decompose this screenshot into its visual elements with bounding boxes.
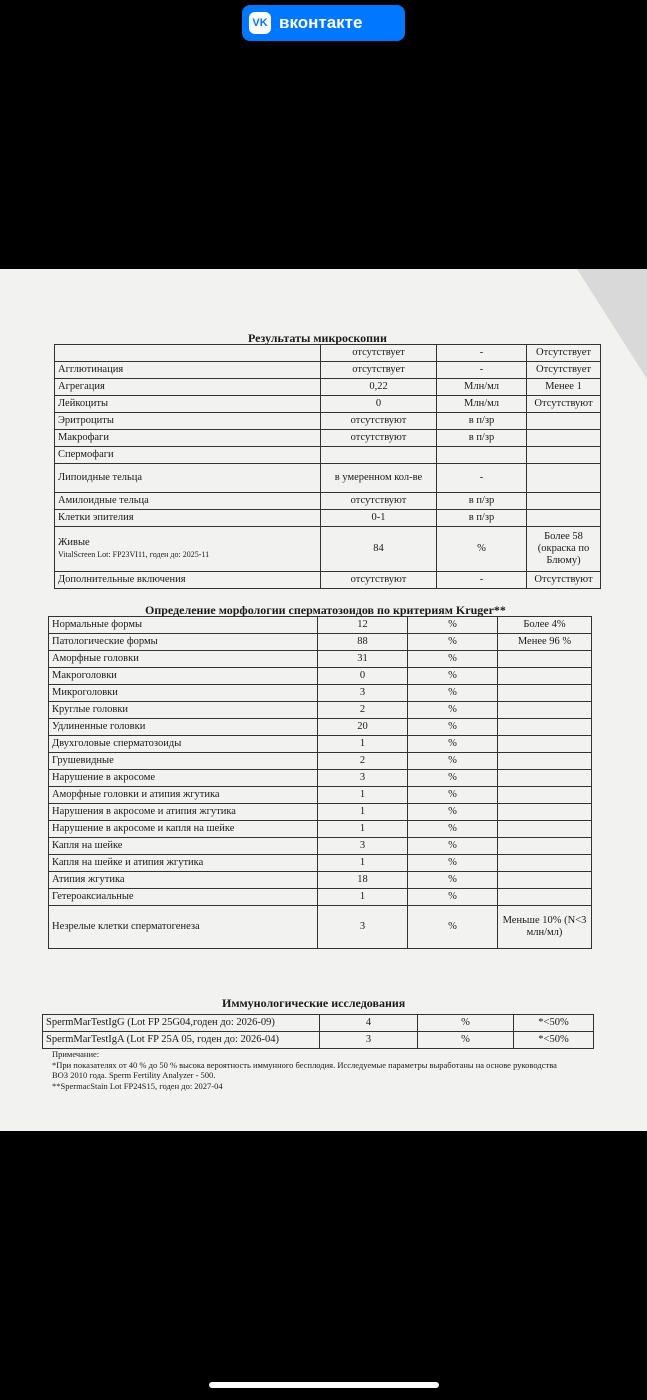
- row-reference: Меньше 10% (N<3 млн/мл): [498, 906, 592, 949]
- row-reference: [498, 804, 592, 821]
- table-row: [49, 804, 592, 821]
- row-unit: %: [408, 872, 498, 889]
- row-reference: [498, 855, 592, 872]
- notes: [52, 1049, 572, 1091]
- row-reference: [527, 464, 601, 493]
- row-reference: [498, 736, 592, 753]
- row-label: Гетероаксиальные: [49, 889, 318, 906]
- kruger-table: [48, 616, 592, 949]
- table-row: [55, 493, 601, 510]
- row-value: 88: [318, 634, 408, 651]
- row-unit: %: [408, 702, 498, 719]
- row-unit: %: [408, 787, 498, 804]
- row-value: 0-1: [321, 510, 437, 527]
- row-reference: [527, 430, 601, 447]
- row-value: 0: [321, 396, 437, 413]
- row-label: Клетки эпителия: [55, 510, 321, 527]
- row-label: Лейкоциты: [55, 396, 321, 413]
- row-label: Нарушение в акросоме и капля на шейке: [49, 821, 318, 838]
- row-label: Липоидные тельца: [55, 464, 321, 493]
- row-label: Нормальные формы: [49, 617, 318, 634]
- row-reference: Менее 1: [527, 379, 601, 396]
- table-row: [49, 617, 592, 634]
- row-label: Агглютинация: [55, 362, 321, 379]
- row-value: 3: [318, 685, 408, 702]
- row-value: 12: [318, 617, 408, 634]
- row-value: 3: [318, 906, 408, 949]
- row-reference: [498, 753, 592, 770]
- row-unit: %: [408, 855, 498, 872]
- row-value: 2: [318, 753, 408, 770]
- table-row: [49, 634, 592, 651]
- row-value: 1: [318, 855, 408, 872]
- row-unit: [437, 447, 527, 464]
- table-row: [55, 430, 601, 447]
- row-value: 3: [320, 1032, 418, 1049]
- row-label: Дополнительные включения: [55, 572, 321, 589]
- row-label: Нарушение в акросоме: [49, 770, 318, 787]
- row-value: 84: [321, 527, 437, 572]
- row-unit: %: [408, 634, 498, 651]
- row-value: 1: [318, 736, 408, 753]
- row-label: Макрофаги: [55, 430, 321, 447]
- table-row: [43, 1032, 594, 1049]
- row-value: 1: [318, 889, 408, 906]
- row-label: SpermMarTestIgA (Lot FP 25A 05, годен до: 2026-04): [43, 1032, 320, 1049]
- row-reference: [498, 702, 592, 719]
- row-value: 1: [318, 821, 408, 838]
- row-label: Аморфные головки и атипия жгутика: [49, 787, 318, 804]
- notes-heading: Примечание:: [52, 1049, 100, 1059]
- notes-line-1: *При показателях от 40 % до 50 % высока вероятность иммунного бесплодия. Исследуемые параметры выработаны на основе руководства ВОЗ 2010 года. Sperm Fertility Analyzer - 500.: [52, 1059, 557, 1080]
- row-unit: %: [408, 736, 498, 753]
- row-reference: [498, 770, 592, 787]
- row-value: отсутствуют: [321, 572, 437, 589]
- table-row: [55, 572, 601, 589]
- row-unit: %: [408, 753, 498, 770]
- row-unit: %: [408, 617, 498, 634]
- table-row: [55, 345, 601, 362]
- row-reference: Отсутствует: [527, 345, 601, 362]
- row-reference: [527, 413, 601, 430]
- table-row: [55, 527, 601, 572]
- row-value: в умеренном кол-ве: [321, 464, 437, 493]
- table-row: [49, 855, 592, 872]
- table-row: [55, 413, 601, 430]
- row-reference: [498, 821, 592, 838]
- row-label: Эритроциты: [55, 413, 321, 430]
- row-unit: %: [408, 906, 498, 949]
- row-label: Грушевидные: [49, 753, 318, 770]
- table-row: [49, 770, 592, 787]
- row-reference: Отсутствуют: [527, 572, 601, 589]
- row-unit: Млн/мл: [437, 396, 527, 413]
- row-value: отсутствует: [321, 345, 437, 362]
- row-value: 31: [318, 651, 408, 668]
- notes-line-2: **SpermacStain Lot FP24S15, годен до: 2027-04: [52, 1080, 223, 1091]
- row-label: Макроголовки: [49, 668, 318, 685]
- immuno-table: [42, 1014, 594, 1049]
- table-row: [49, 753, 592, 770]
- row-reference: *<50%: [514, 1015, 594, 1032]
- row-label: Патологические формы: [49, 634, 318, 651]
- row-reference: [498, 872, 592, 889]
- row-label: Аморфные головки: [49, 651, 318, 668]
- row-reference: [498, 719, 592, 736]
- row-label: Удлиненные головки: [49, 719, 318, 736]
- row-label: Амилоидные тельца: [55, 493, 321, 510]
- row-label: Нарушения в акросоме и атипия жгутика: [49, 804, 318, 821]
- row-reference: [527, 493, 601, 510]
- vk-logo-icon: VK: [249, 12, 271, 34]
- table-row: [55, 464, 601, 493]
- row-unit: %: [408, 651, 498, 668]
- table-row: [49, 685, 592, 702]
- row-unit: %: [408, 889, 498, 906]
- row-reference: Отсутствует: [527, 362, 601, 379]
- row-label: Незрелые клетки сперматогенеза: [49, 906, 318, 949]
- row-label: Двухголовые сперматозоиды: [49, 736, 318, 753]
- row-label: Атипия жгутика: [49, 872, 318, 889]
- row-label: Живые VitalScreen Lot: FP23VI11, годен до: 2025-11: [55, 527, 321, 572]
- row-label: Круглые головки: [49, 702, 318, 719]
- lab-report-photo: [0, 269, 647, 1131]
- table-row: [49, 872, 592, 889]
- row-reference: Более 4%: [498, 617, 592, 634]
- row-value: 1: [318, 804, 408, 821]
- row-reference: [498, 787, 592, 804]
- table-row: [49, 889, 592, 906]
- kruger-title: Определение морфологии сперматозоидов по критериям Kruger**: [145, 603, 506, 617]
- table-row: [55, 447, 601, 464]
- table-row: [55, 396, 601, 413]
- vk-app-badge: [242, 5, 405, 41]
- table-row: [55, 510, 601, 527]
- row-reference: [498, 685, 592, 702]
- live-stain-note: VitalScreen Lot: FP23VI11, годен до: 2025-11: [58, 550, 210, 559]
- row-unit: %: [437, 527, 527, 572]
- row-unit: в п/зр: [437, 493, 527, 510]
- row-value: 18: [318, 872, 408, 889]
- table-row: [55, 362, 601, 379]
- row-unit: %: [408, 685, 498, 702]
- row-value: 3: [318, 770, 408, 787]
- row-value: 20: [318, 719, 408, 736]
- row-value: отсутствуют: [321, 430, 437, 447]
- row-label: Микроголовки: [49, 685, 318, 702]
- row-unit: Млн/мл: [437, 379, 527, 396]
- row-value: 3: [318, 838, 408, 855]
- row-unit: %: [408, 821, 498, 838]
- row-reference: [498, 838, 592, 855]
- row-unit: %: [418, 1032, 514, 1049]
- row-label: Капля на шейке: [49, 838, 318, 855]
- table-row: [49, 719, 592, 736]
- vk-badge-label: вконтакте: [279, 13, 363, 32]
- row-unit: %: [408, 770, 498, 787]
- table-row: [49, 668, 592, 685]
- microscopy-table: [54, 344, 601, 589]
- row-unit: -: [437, 464, 527, 493]
- row-value: 0,22: [321, 379, 437, 396]
- row-value: 4: [320, 1015, 418, 1032]
- row-value: отсутствует: [321, 362, 437, 379]
- home-indicator[interactable]: [209, 1382, 439, 1388]
- immuno-title: Иммунологические исследования: [222, 996, 406, 1010]
- row-unit: в п/зр: [437, 413, 527, 430]
- row-unit: %: [408, 838, 498, 855]
- row-unit: -: [437, 572, 527, 589]
- row-reference: Отсутствуют: [527, 396, 601, 413]
- table-row: [55, 379, 601, 396]
- row-unit: %: [408, 719, 498, 736]
- table-row: [49, 651, 592, 668]
- row-reference: [498, 668, 592, 685]
- row-unit: %: [408, 804, 498, 821]
- table-row: [49, 787, 592, 804]
- row-label: Спермофаги: [55, 447, 321, 464]
- row-value: [321, 447, 437, 464]
- row-value: 0: [318, 668, 408, 685]
- row-label: Капля на шейке и атипия жгутика: [49, 855, 318, 872]
- table-row: [49, 702, 592, 719]
- row-reference: [498, 651, 592, 668]
- microscopy-title: Результаты микроскопии: [248, 331, 387, 345]
- table-row: [49, 736, 592, 753]
- row-value: отсутствуют: [321, 413, 437, 430]
- row-value: 2: [318, 702, 408, 719]
- row-label: Агрегация: [55, 379, 321, 396]
- row-reference: *<50%: [514, 1032, 594, 1049]
- row-unit: %: [408, 668, 498, 685]
- table-row: [43, 1015, 594, 1032]
- row-reference: Менее 96 %: [498, 634, 592, 651]
- row-unit: в п/зр: [437, 430, 527, 447]
- table-row: [49, 821, 592, 838]
- row-reference: [527, 510, 601, 527]
- row-unit: в п/зр: [437, 510, 527, 527]
- row-reference: Более 58 (окраска по Блюму): [527, 527, 601, 572]
- row-reference: [498, 889, 592, 906]
- row-reference: [527, 447, 601, 464]
- row-label: [55, 345, 321, 362]
- row-value: 1: [318, 787, 408, 804]
- row-unit: -: [437, 345, 527, 362]
- table-row: [49, 838, 592, 855]
- row-label: SpermMarTestIgG (Lot FP 25G04,годен до: 2026-09): [43, 1015, 320, 1032]
- row-unit: -: [437, 362, 527, 379]
- row-value: отсутствуют: [321, 493, 437, 510]
- row-unit: %: [418, 1015, 514, 1032]
- table-row: [49, 906, 592, 949]
